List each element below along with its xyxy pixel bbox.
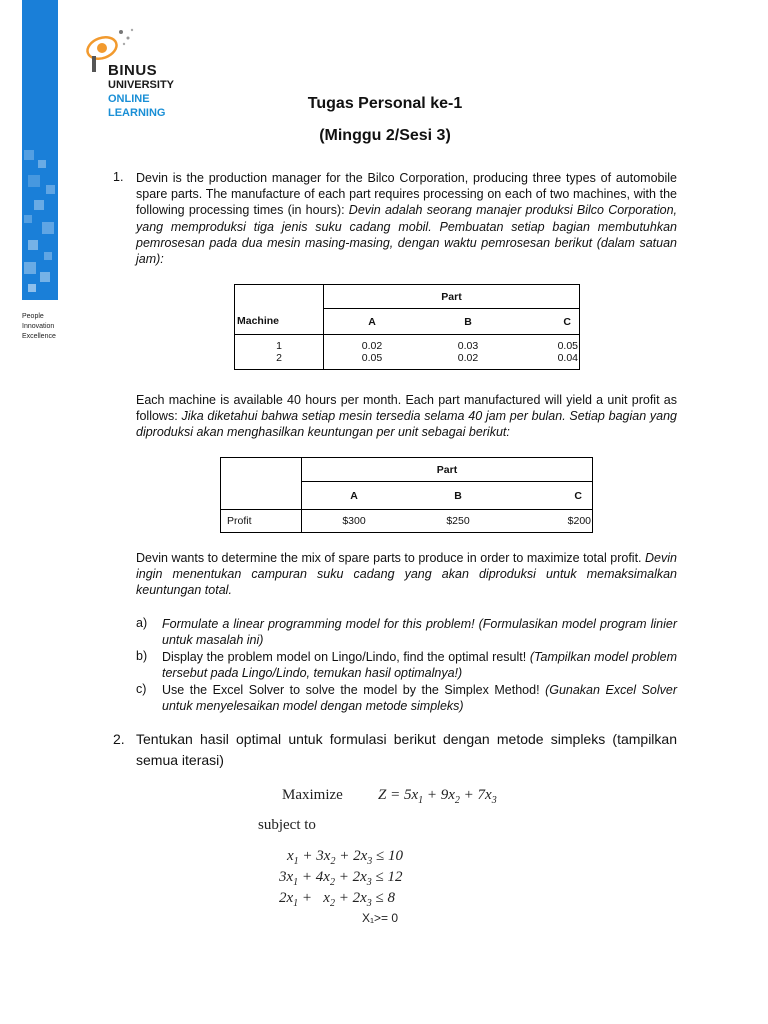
- constraint-3: $2x_1 + x_2 + 2x_3 \le 8$: [279, 890, 395, 909]
- table-row: [235, 335, 580, 353]
- page-title: Tugas Personal ke-1: [307, 95, 463, 112]
- q1-number: 1.: [113, 170, 124, 184]
- table2-col-b: B: [406, 482, 510, 510]
- q1-intro-en: Devin is the production manager for the Bilco Corporation, producing three types of automobile spare parts. The manufacture of each part requires processing on each of two machines, with the following processing times (in hours):: [136, 171, 677, 218]
- table1-part-header: Part: [324, 285, 580, 309]
- item-b-en: Display the problem model on Lingo/Lindo, find the optimal result!: [162, 650, 530, 664]
- table-row: [235, 352, 580, 370]
- table1-col-a: A: [324, 309, 421, 335]
- table2-cell: $300: [342, 515, 366, 527]
- table1-cell: 0.04: [557, 352, 578, 364]
- item-b-text: [162, 649, 677, 681]
- table2-col-c: C: [510, 482, 593, 510]
- table1-cell: 0.02: [361, 340, 383, 352]
- maximize-label: Maximize: [282, 787, 343, 803]
- tagline-excellence: Excellence: [22, 333, 56, 340]
- table1-cell: 0.03: [457, 340, 479, 352]
- nonnegativity: X₁>= 0: [362, 911, 399, 925]
- item-a-letter: a): [136, 616, 148, 630]
- processing-time-table: [234, 284, 580, 370]
- logo-text: [108, 64, 174, 120]
- constraint-2: $3x_1 + 4x_2 + 2x_3 \le 12$: [279, 869, 403, 888]
- item-c-letter: c): [136, 682, 147, 696]
- constraint-1: $x_1 + 3x_2 + 2x_3 \le 10$: [287, 848, 403, 867]
- q1-para3-id: Devin ingin menentukan campuran suku cadang yang akan diproduksi untuk memaksimalkan keuntungan total.: [136, 551, 677, 598]
- table1-machine-header: Machine: [235, 309, 324, 335]
- table1-cell: 0.05: [557, 340, 578, 352]
- q2-text: Tentukan hasil optimal untuk formulasi berikut dengan metode simpleks (tampilkan semua iterasi): [136, 731, 677, 768]
- table1-col-b: B: [420, 309, 516, 335]
- table2-cell: $250: [446, 515, 470, 527]
- table1-cell: 0.02: [457, 352, 479, 364]
- q1-para3-en: Devin wants to determine the mix of spare parts to produce in order to maximize total profit.: [136, 551, 646, 565]
- q1-para2: [136, 392, 677, 441]
- sidebar-decoration: [22, 0, 58, 300]
- item-c-id: (Gunakan Excel Solver untuk menyelesaikan model dengan metode simpleks): [162, 683, 677, 714]
- item-b-letter: b): [136, 649, 148, 663]
- q1-para2-id: Jika diketahui bahwa setiap mesin tersedia selama 40 jam per bulan. Setiap bagian yang diproduksi akan menghasilkan keuntungan per unit sebagai berikut:: [136, 409, 678, 440]
- tagline: [22, 312, 56, 342]
- table2-profit-label: Profit: [221, 510, 302, 533]
- logo-learning: LEARNING: [108, 107, 166, 119]
- objective-function: $Z = 5x_1 + 9x_2 + 7x_3$: [378, 787, 497, 806]
- page-subtitle: (Minggu 2/Sesi 3): [319, 127, 451, 144]
- table2-col-a: A: [302, 482, 407, 510]
- table2-cell: $200: [567, 515, 591, 527]
- q2-number: 2.: [113, 731, 125, 747]
- q1-para3: [136, 550, 677, 599]
- table1-col-c: C: [516, 309, 580, 335]
- q1-intro-id: Devin adalah seorang manajer produksi Bilco Corporation, yang memproduksi tiga jenis suku cadang mobil. Pembuatan setiap bagian membutuhkan pemrosesan pada dua mesin masing-masing, dengan waktu pemrosesan berikut (dalam satuan jam):: [136, 203, 677, 267]
- profit-table: [220, 457, 593, 533]
- table2-part-header: Part: [302, 458, 593, 482]
- table1-cell: 0.05: [361, 352, 383, 364]
- item-c-text: [162, 682, 677, 714]
- item-c-en: Use the Excel Solver to solve the model by the Simplex Method!: [162, 683, 546, 697]
- tagline-people: People: [22, 313, 44, 320]
- logo-university: UNIVERSITY: [108, 79, 175, 91]
- logo-binus: BINUS: [108, 62, 158, 79]
- item-b-id: (Tampilkan model problem tersebut pada Lingo/Lindo, temukan hasil optimalnya!): [162, 650, 678, 681]
- item-a-id: Formulate a linear programming model for this problem! (Formulasikan model program linier untuk masalah ini): [162, 617, 677, 648]
- q1-para2-en: Each machine is available 40 hours per month. Each part manufactured will yield a unit profit as follows:: [136, 393, 677, 424]
- table1-row2-label: 2: [235, 352, 324, 370]
- tagline-innovation: Innovation: [22, 323, 55, 330]
- q1-intro: [136, 170, 677, 267]
- subject-to-label: subject to: [258, 817, 316, 833]
- item-a-text: [162, 616, 677, 648]
- table1-row1-label: 1: [235, 335, 324, 353]
- table-row: [221, 510, 593, 533]
- logo-online: ONLINE: [108, 93, 150, 105]
